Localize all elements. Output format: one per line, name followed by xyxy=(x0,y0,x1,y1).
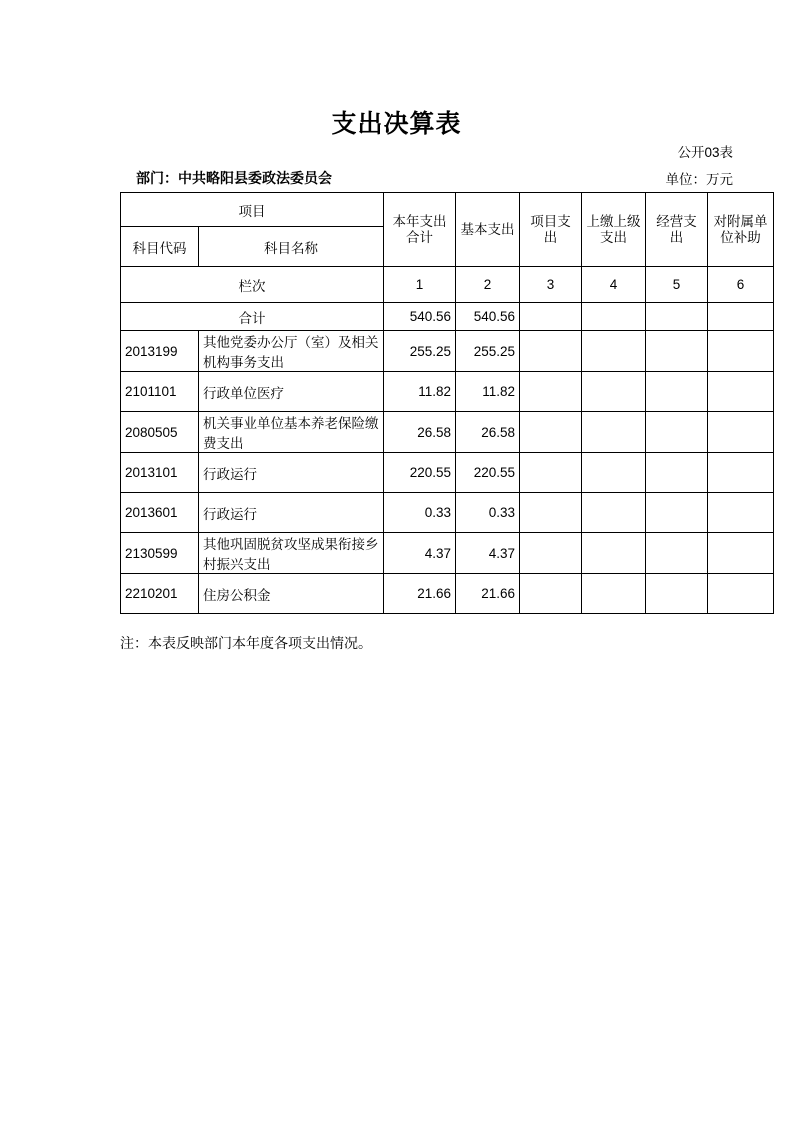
header-col-c3: 项目支出 xyxy=(520,193,582,267)
row-c5 xyxy=(646,331,708,372)
total-c3 xyxy=(520,303,582,331)
table-row xyxy=(121,533,774,574)
table-note: 注：本表反映部门本年度各项支出情况。 xyxy=(120,635,372,651)
row-c5 xyxy=(646,412,708,453)
row-c3 xyxy=(520,574,582,614)
row-c1: 220.55 xyxy=(384,453,456,493)
header-col-c2: 基本支出 xyxy=(456,193,520,267)
row-c4 xyxy=(582,453,646,493)
row-c5 xyxy=(646,493,708,533)
lanci-value-6: 6 xyxy=(708,267,774,303)
total-c1: 540.56 xyxy=(384,303,456,331)
row-code: 2013601 xyxy=(121,493,199,533)
page-title: 支出决算表 xyxy=(331,110,462,138)
header-group-item: 项目 xyxy=(121,193,384,227)
header-col-c5: 经营支出 xyxy=(646,193,708,267)
table-header-row-1 xyxy=(121,193,774,227)
header-col-c4: 上缴上级支出 xyxy=(582,193,646,267)
row-c2: 11.82 xyxy=(456,372,520,412)
row-c1: 4.37 xyxy=(384,533,456,574)
row-c3 xyxy=(520,412,582,453)
header-col-name: 科目名称 xyxy=(199,227,384,267)
row-c1: 0.33 xyxy=(384,493,456,533)
row-c2: 21.66 xyxy=(456,574,520,614)
row-name: 其他巩固脱贫攻坚成果衔接乡村振兴支出 xyxy=(199,533,384,574)
row-c2: 4.37 xyxy=(456,533,520,574)
row-c2: 220.55 xyxy=(456,453,520,493)
header-col-c1: 本年支出合计 xyxy=(384,193,456,267)
row-c3 xyxy=(520,331,582,372)
row-c5 xyxy=(646,533,708,574)
row-name: 机关事业单位基本养老保险缴费支出 xyxy=(199,412,384,453)
row-code: 2210201 xyxy=(121,574,199,614)
table-row xyxy=(121,453,774,493)
department-label: 部门：中共略阳县委政法委员会 xyxy=(136,170,332,186)
row-c6 xyxy=(708,453,774,493)
row-c6 xyxy=(708,372,774,412)
row-c5 xyxy=(646,453,708,493)
row-c4 xyxy=(582,533,646,574)
row-c2: 26.58 xyxy=(456,412,520,453)
table-total-row xyxy=(121,303,774,331)
row-code: 2080505 xyxy=(121,412,199,453)
table-row xyxy=(121,412,774,453)
total-c5 xyxy=(646,303,708,331)
row-c2: 255.25 xyxy=(456,331,520,372)
row-c3 xyxy=(520,493,582,533)
row-c6 xyxy=(708,493,774,533)
lanci-value-4: 4 xyxy=(582,267,646,303)
row-c1: 21.66 xyxy=(384,574,456,614)
table-row xyxy=(121,574,774,614)
row-c5 xyxy=(646,574,708,614)
table-lanci-row xyxy=(121,267,774,303)
row-c6 xyxy=(708,574,774,614)
row-c6 xyxy=(708,533,774,574)
row-c3 xyxy=(520,533,582,574)
row-c4 xyxy=(582,574,646,614)
total-label: 合计 xyxy=(121,303,384,331)
row-c4 xyxy=(582,331,646,372)
lanci-value-2: 2 xyxy=(456,267,520,303)
row-c1: 11.82 xyxy=(384,372,456,412)
total-c2: 540.56 xyxy=(456,303,520,331)
row-c6 xyxy=(708,331,774,372)
row-c2: 0.33 xyxy=(456,493,520,533)
row-code: 2130599 xyxy=(121,533,199,574)
expenditure-table xyxy=(120,192,774,614)
row-code: 2101101 xyxy=(121,372,199,412)
row-code: 2013101 xyxy=(121,453,199,493)
header-col-code: 科目代码 xyxy=(121,227,199,267)
table-row xyxy=(121,372,774,412)
row-c4 xyxy=(582,372,646,412)
lanci-label: 栏次 xyxy=(121,267,384,303)
row-name: 行政单位医疗 xyxy=(199,372,384,412)
lanci-value-3: 3 xyxy=(520,267,582,303)
header-col-c6: 对附属单位补助 xyxy=(708,193,774,267)
total-c6 xyxy=(708,303,774,331)
row-c5 xyxy=(646,372,708,412)
row-c1: 26.58 xyxy=(384,412,456,453)
row-c6 xyxy=(708,412,774,453)
row-name: 行政运行 xyxy=(199,493,384,533)
row-c3 xyxy=(520,372,582,412)
unit-label: 单位：万元 xyxy=(665,172,733,187)
table-row xyxy=(121,493,774,533)
row-code: 2013199 xyxy=(121,331,199,372)
row-name: 住房公积金 xyxy=(199,574,384,614)
table-row xyxy=(121,331,774,372)
row-c4 xyxy=(582,412,646,453)
lanci-value-5: 5 xyxy=(646,267,708,303)
row-name: 其他党委办公厅（室）及相关机构事务支出 xyxy=(199,331,384,372)
row-c1: 255.25 xyxy=(384,331,456,372)
total-c4 xyxy=(582,303,646,331)
row-c4 xyxy=(582,493,646,533)
lanci-value-1: 1 xyxy=(384,267,456,303)
row-name: 行政运行 xyxy=(199,453,384,493)
row-c3 xyxy=(520,453,582,493)
form-code-label: 公开03表 xyxy=(677,145,733,160)
